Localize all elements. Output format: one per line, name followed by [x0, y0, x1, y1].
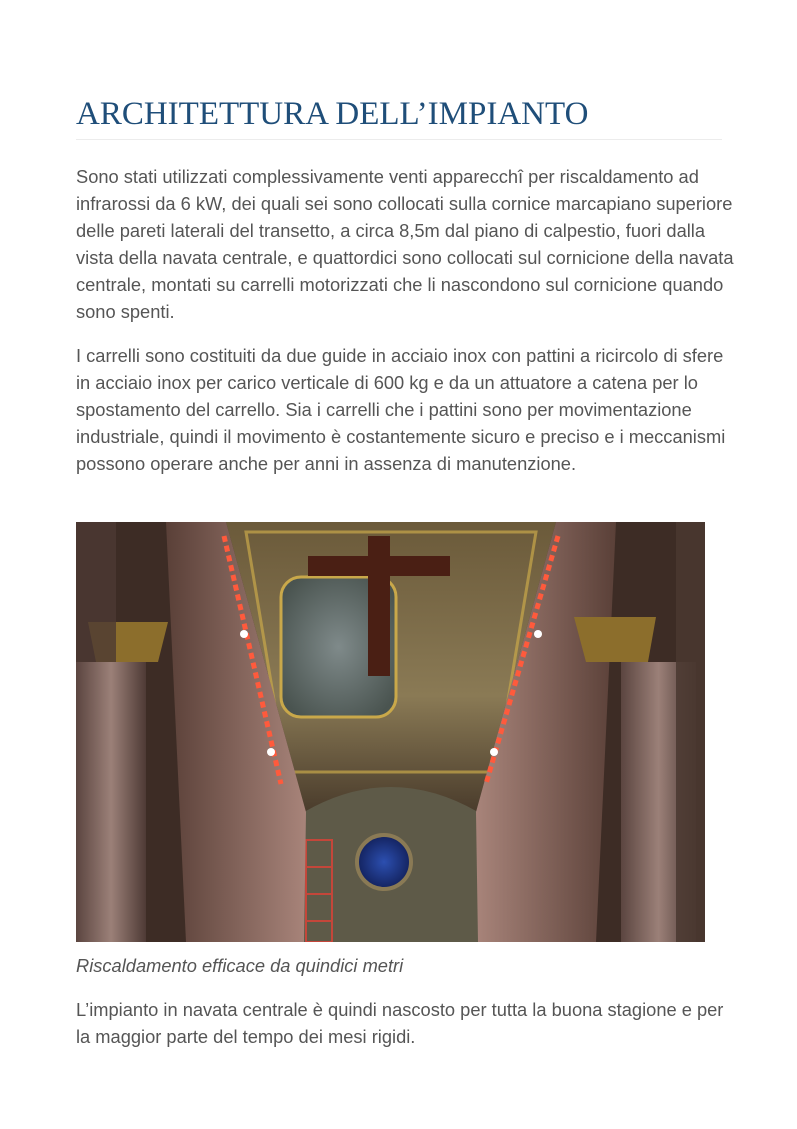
light-right-1 — [534, 630, 542, 638]
church-nave-photo — [76, 522, 705, 942]
cross-horizontal — [308, 556, 450, 576]
left-column — [76, 662, 146, 942]
figure-caption: Riscaldamento efficace da quindici metri — [76, 955, 404, 976]
church-nave-illustration — [76, 522, 705, 942]
page-title: ARCHITETTURA DELL’IMPIANTO — [76, 96, 589, 132]
light-left-1 — [240, 630, 248, 638]
paragraph-closing: L’impianto in navata centrale è quindi nascosto per tutta la buona stagione e per la maggior parte del tempo dei mesi rigidi. — [76, 999, 724, 1047]
paragraph-carrelli: I carrelli sono costituiti da due guide in acciaio inox con pattini a ricircolo di sfere in acciaio inox per carico verticale di 600 kg e da un attuatore a catena per lo spostamento del carrello. Sia i carrelli che i pattini sono per movimentazione industriale, quindi il movimento è costantemente sicuro e preciso e i meccanismi possono operare anche per anni in assenza di manutenzione. — [76, 345, 726, 474]
paragraph-intro: Sono stati utilizzati complessivamente venti apparecchî per riscaldamento ad infrarossi da 6 kW, dei quali sei sono collocati sulla cornice marcapiano superiore delle pareti laterali del transetto, a circa 8,5m dal piano di calpestio, fuori dalla vista della navata centrale, e quattordici sono collocati sul cornicione della navata centrale, montati su carrelli motorizzati che li nascondono sul cornicione quando sono spenti. — [76, 166, 734, 322]
light-right-2 — [490, 748, 498, 756]
right-capital — [574, 617, 656, 662]
title-divider — [76, 139, 722, 140]
rose-window — [357, 835, 411, 889]
light-left-2 — [267, 748, 275, 756]
